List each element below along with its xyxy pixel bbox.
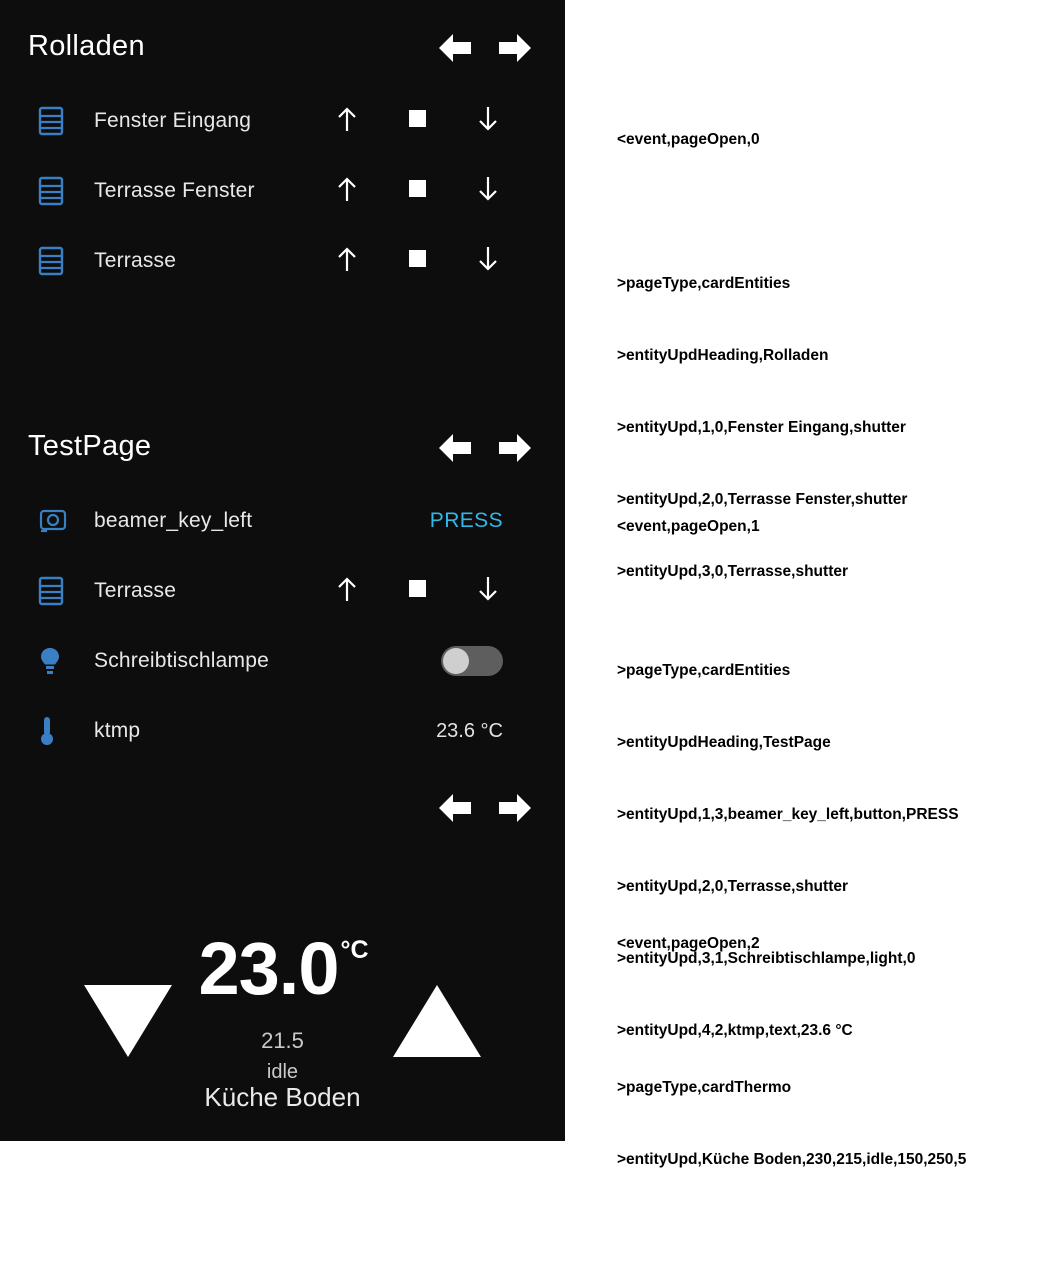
press-button[interactable]: PRESS xyxy=(429,509,503,532)
list-item[interactable] xyxy=(0,626,565,696)
entity-name: beamer_key_left xyxy=(94,509,253,532)
log-event-line: <event,pageOpen,0 xyxy=(617,131,760,148)
log-line: >entityUpd,1,3,beamer_key_left,button,PRESS xyxy=(617,806,959,823)
thermometer-icon xyxy=(38,715,80,747)
log-line: >pageType,cardEntities xyxy=(617,275,791,292)
arrow-up-icon[interactable] xyxy=(324,245,370,278)
stop-square-icon[interactable] xyxy=(395,110,441,132)
log-line: >entityUpd,1,0,Fenster Eingang,shutter xyxy=(617,419,906,436)
current-temperature xyxy=(0,926,565,1011)
arrow-up-icon[interactable] xyxy=(324,575,370,608)
arrow-up-icon[interactable] xyxy=(324,105,370,138)
entity-name: ktmp xyxy=(94,719,141,742)
log-line: >entityUpd,4,2,ktmp,text,23.6 °C xyxy=(617,1022,853,1039)
log-event-line: <event,pageOpen,2 xyxy=(617,935,760,952)
arrow-left-icon[interactable] xyxy=(427,28,473,68)
stop-square-icon[interactable] xyxy=(395,180,441,202)
stop-square-icon[interactable] xyxy=(395,250,441,272)
card-entities-testpage xyxy=(0,400,565,760)
target-temperature: 21.5 xyxy=(261,1028,304,1053)
entity-name: Fenster Eingang xyxy=(94,109,252,132)
shutter-controls xyxy=(324,575,539,608)
entity-name: Schreibtischlampe xyxy=(94,649,269,672)
nav-arrows xyxy=(427,28,543,68)
arrow-down-icon[interactable] xyxy=(465,245,511,278)
shutter-controls xyxy=(324,175,539,208)
log-line: >entityUpd,3,1,Schreibtischlampe,light,0 xyxy=(617,950,916,967)
arrow-right-icon[interactable] xyxy=(497,788,543,828)
log-line: >entityUpd,2,0,Terrasse Fenster,shutter xyxy=(617,491,908,508)
arrow-left-icon[interactable] xyxy=(427,788,473,828)
arrow-up-icon[interactable] xyxy=(324,175,370,208)
list-item[interactable] xyxy=(0,156,565,226)
shutter-icon xyxy=(38,246,80,276)
card-entities-rolladen xyxy=(0,0,565,400)
log-lines xyxy=(617,1028,966,1220)
log-line: >entityUpd,3,0,Terrasse,shutter xyxy=(617,563,849,580)
entity-name: Terrasse Fenster xyxy=(94,179,255,202)
thermostat-name: Küche Boden xyxy=(204,1082,361,1112)
lightbulb-icon xyxy=(38,646,80,676)
current-temperature-value: 23.0 xyxy=(198,927,339,1010)
card-header xyxy=(0,400,565,486)
log-line: >entityUpdHeading,Rolladen xyxy=(617,347,829,364)
shutter-icon xyxy=(38,576,80,606)
card-thermo xyxy=(0,760,565,1141)
device-display xyxy=(0,0,565,1141)
light-toggle[interactable] xyxy=(441,646,503,676)
list-item[interactable] xyxy=(0,226,565,296)
card-header xyxy=(0,760,565,846)
toggle-knob xyxy=(443,648,469,674)
log-block xyxy=(617,884,966,1268)
stop-square-icon[interactable] xyxy=(395,580,441,602)
log-line: >pageType,cardEntities xyxy=(617,662,791,679)
log-line: >entityUpdHeading,TestPage xyxy=(617,734,831,751)
shutter-icon xyxy=(38,106,80,136)
page-title: Rolladen xyxy=(28,30,145,62)
entity-name: Terrasse xyxy=(94,579,177,602)
log-panel xyxy=(565,0,1045,1168)
status-badge: idle xyxy=(266,1061,299,1083)
projector-icon xyxy=(38,507,80,535)
temperature-unit: °C xyxy=(340,936,369,964)
arrow-down-icon[interactable] xyxy=(465,575,511,608)
entity-name: Terrasse xyxy=(94,249,177,272)
list-item[interactable] xyxy=(0,86,565,156)
log-line: >entityUpd,Küche Boden,230,215,idle,150,250,5 xyxy=(617,1151,967,1168)
log-event-line: <event,pageOpen,1 xyxy=(617,518,760,535)
nav-arrows xyxy=(427,428,543,468)
shutter-controls xyxy=(324,105,539,138)
arrow-right-icon[interactable] xyxy=(497,428,543,468)
shutter-icon xyxy=(38,176,80,206)
page-title: TestPage xyxy=(28,430,152,462)
list-item xyxy=(0,696,565,766)
log-line: >entityUpd,2,0,Terrasse,shutter xyxy=(617,878,849,895)
list-item[interactable] xyxy=(0,556,565,626)
entity-value: 23.6 °C xyxy=(436,719,503,742)
log-line: >pageType,cardThermo xyxy=(617,1079,792,1096)
list-item[interactable] xyxy=(0,486,565,556)
shutter-controls xyxy=(324,245,539,278)
arrow-down-icon[interactable] xyxy=(465,105,511,138)
nav-arrows xyxy=(427,788,543,828)
card-header xyxy=(0,0,565,86)
arrow-right-icon[interactable] xyxy=(497,28,543,68)
arrow-down-icon[interactable] xyxy=(465,175,511,208)
arrow-left-icon[interactable] xyxy=(427,428,473,468)
